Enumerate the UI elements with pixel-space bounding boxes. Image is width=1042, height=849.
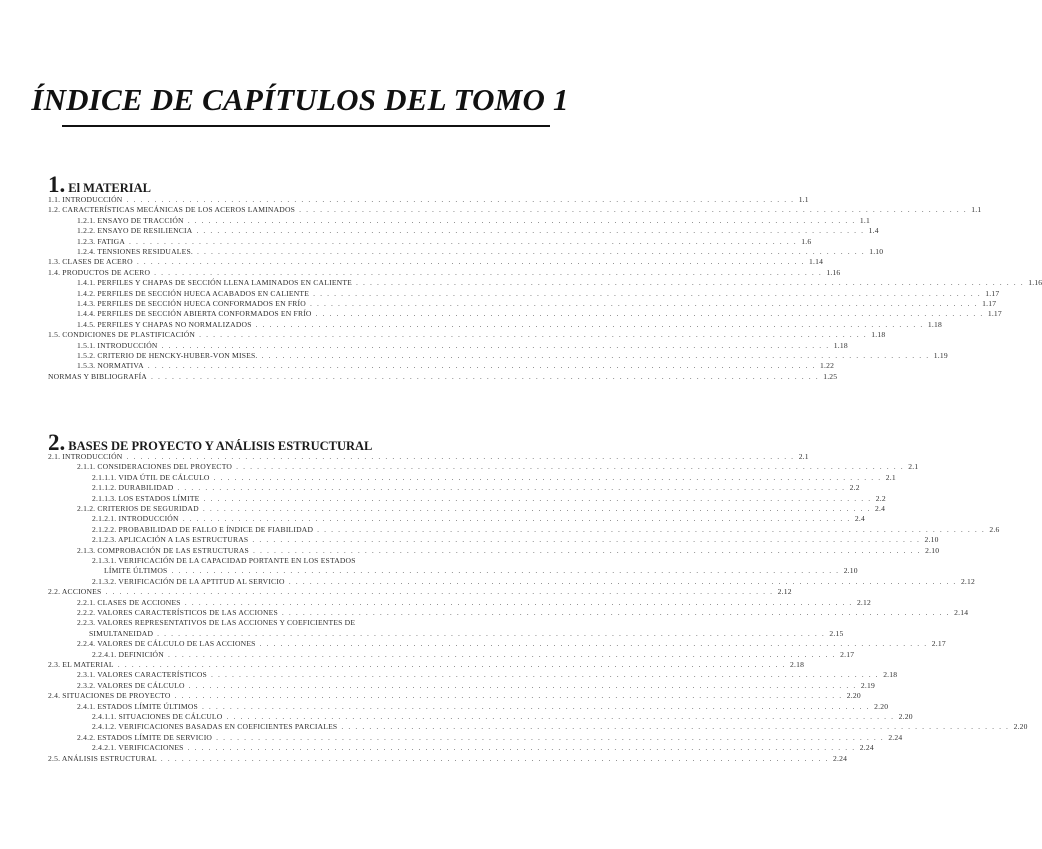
toc-entry[interactable] (77, 462, 919, 472)
toc-page-number: 2.19 (860, 680, 875, 690)
toc-entry[interactable] (92, 514, 865, 524)
toc-entry-label: 2.4.2.1. VERIFICACIONES (92, 743, 184, 753)
toc-entry[interactable] (77, 732, 903, 743)
toc-entry[interactable] (92, 472, 896, 483)
toc-page-number: 1.10 (869, 247, 884, 256)
toc-entry-label: SIMULTANEIDAD (89, 628, 154, 638)
dot-leader: . . . . . . . . . . . . . . . . . . . . . . . . . . . . . . . . . . . . . . . . . . . . . . . . . . . . . . . . . . . . . . . . . . . . . . . . . . . . . . . . . . . . . . . . . . . . . . . . (213, 472, 882, 482)
dot-leader: . . . . . . . . . . . . . . . . . . . . . . . . . . . . . . . . . . . . . . . . . . . . . . . . . . . . . . . . . . . . . . . . . . . . . . . . . . . . . . . . . . . . . . . . . . . . . . . . (182, 514, 851, 524)
toc-page-number: 2.10 (925, 545, 940, 555)
toc-entry[interactable] (92, 576, 976, 587)
toc-entry-label: 1.4.1. PERFILES Y CHAPAS DE SECCIÓN LLENA LAMINADOS EN CALIENTE (77, 278, 353, 288)
toc-entry[interactable] (77, 309, 1002, 319)
toc-entry-label: 2.1.2.3. APLICACIÓN A LAS ESTRUCTURAS (92, 535, 249, 545)
toc-page-number: 2.1 (885, 472, 896, 482)
dot-leader: . . . . . . . . . . . . . . . . . . . . . . . . . . . . . . . . . . . . . . . . . . . . . . . . . . . . . . . . . . . . . . . . . . . . . . . . . . . . . . . . . . . . . . . . . . . . . . . . (174, 691, 843, 701)
toc-entry-label: 2.1.1.3. LOS ESTADOS LÍMITE (92, 493, 200, 503)
toc-page-number: 2.4 (854, 514, 865, 524)
dot-leader: . . . . . . . . . . . . . . . . . . . . . . . . . . . . . . . . . . . . . . . . . . . . . . . . . . . . . . . . . . . . . . . . . . . . . . . . . . . . . . . . . . . . . . . . . . . . . . . . (171, 566, 840, 576)
dot-leader: . . . . . . . . . . . . . . . . . . . . . . . . . . . . . . . . . . . . . . . . . . . . . . . . . . . . . . . . . . . . . . . . . . . . . . . . . . . . . . . . . . . . . . . . . . . . . . . . (236, 462, 905, 472)
toc-entry[interactable] (77, 288, 1000, 299)
toc-entry[interactable] (92, 722, 1028, 732)
toc-entry[interactable] (77, 670, 898, 680)
toc-entry-label: 2.1.2.1. INTRODUCCIÓN (92, 514, 179, 524)
dot-leader: . . . . . . . . . . . . . . . . . . . . . . . . . . . . . . . . . . . . . . . . . . . . . . . . . . . . . . . . . . . . . . . . . . . . . . . . . . . . . . . . . . . . . . . . . . . . . . . . (188, 680, 857, 690)
toc-entry[interactable] (104, 566, 858, 576)
dot-leader: . . . . . . . . . . . . . . . . . . . . . . . . . . . . . . . . . . . . . . . . . . . . . . . . . . . . . . . . . . . . . . . . . . . . . . . . . . . . . . . . . . . . . . . . . . . . . . . . (187, 743, 856, 753)
toc-entry[interactable] (48, 195, 809, 205)
toc-page-number: 1.17 (982, 299, 997, 308)
toc-page-number: 1.25 (823, 371, 838, 381)
title-divider (62, 125, 550, 127)
toc-entry-label: 2.2.1. CLASES DE ACCIONES (77, 597, 181, 607)
dot-leader: . . . . . . . . . . . . . . . . . . . . . . . . . . . . . . . . . . . . . . . . . . . . . . . . . . . . . . . . . . . . . . . . . . . . . . . . . . . . . . . . . . . . . . . . . . . . . . . . (226, 712, 895, 721)
toc-entry[interactable] (48, 660, 805, 670)
dot-leader: . . . . . . . . . . . . . . . . . . . . . . . . . . . . . . . . . . . . . . . . . . . . . . . . . . . . . . . . . . . . . . . . . . . . . . . . . . . . . . . . . . . . . . . . . . . . . . . . (136, 257, 806, 267)
toc-entry-label: 2.1.1.1. VIDA ÚTIL DE CÁLCULO (92, 472, 210, 482)
chapter-title: El MATERIAL (68, 181, 152, 195)
toc-entry-label: 1.5.3. NORMATIVA (77, 361, 144, 371)
toc-entry-label: 2.1.3. COMPROBACIÓN DE LAS ESTRUCTURAS (77, 545, 249, 555)
dot-leader: . . . . . . . . . . . . . . . . . . . . . . . . . . . . . . . . . . . . . . . . . . . . . . . . . . . . . . . . . . . . . . . . . . . . . . . . . . . . . . . . . . . . . . . . . . . . . . . . (154, 267, 823, 277)
dot-leader: . . . . . . . . . . . . . . . . . . . . . . . . . . . . . . . . . . . . . . . . . . . . . . . . . . . . . . . . . . . . . . . . . . . . . . . . . . . . . . . . . . . . . . . . . . . . . . . . (210, 670, 880, 680)
toc-entry-label: 2.1.1. CONSIDERACIONES DEL PROYECTO (77, 462, 233, 472)
toc-page-number: 1.18 (833, 340, 848, 350)
toc-page-number: 1.18 (871, 330, 886, 340)
toc-entry-label: 2.3. EL MATERIAL (48, 660, 114, 669)
toc-entry-label: 1.1. INTRODUCCIÓN (48, 195, 123, 204)
toc-entry-label: 2.3.2. VALORES DE CÁLCULO (77, 680, 185, 690)
toc-entry-label: 2.2.4. VALORES DE CÁLCULO DE LAS ACCIONES (77, 639, 256, 649)
toc-page-number: 1.17 (987, 309, 1002, 319)
toc-entry-label: 2.1.3.1. VERIFICACIÓN DE LA CAPACIDAD PORTANTE EN LOS ESTADOS (92, 556, 356, 565)
toc-page-number: 1.16 (1028, 278, 1042, 288)
toc-page-number: 1.4 (868, 226, 879, 236)
toc-entry-label: 1.2.3. FATIGA (77, 236, 126, 246)
toc-page-number: 1.1 (798, 195, 809, 204)
toc-page-number: 1.16 (826, 267, 841, 277)
toc-page-number: 2.12 (960, 576, 976, 586)
dot-leader: . . . . . . . . . . . . . . . . . . . . . . . . . . . . . . . . . . . . . . . . . . . . . . . . . . . . . . . . . . . . . . . . . . . . . . . . . . . . . . . . . . . . . . . . . . . . . . . . (151, 371, 820, 381)
toc-entry-label: 1.3. CLASES DE ACERO (48, 257, 133, 267)
toc-entry[interactable] (77, 597, 872, 608)
dot-leader: . . . . . . . . . . . . . . . . . . . . . . . . . . . . . . . . . . . . . . . . . . . . . . . . . . . . . . . . . . . . . . . . . . . . . . . . . . . . . . . . . . . . . . . . . . . . . . . . (105, 587, 774, 597)
toc-page-number: 1.22 (819, 361, 835, 371)
dot-leader: . . . . . . . . . . . . . . . . . . . . . . . . . . . . . . . . . . . . . . . . . . . . . . . . . . . . . . . . . . . . . . . . . . . . . . . . . . . . . . . . . . . . . . . . . . . . . . . . (187, 215, 856, 225)
toc-entry[interactable] (77, 608, 969, 618)
dot-leader: . . . . . . . . . . . . . . . . . . . . . . . . . . . . . . . . . . . . . . . . . . . . . . . . . . . . . . . . . . . . . . . . . . . . . . . . . . . . . . . . . . . . . . . . . . . . . . . . (161, 340, 830, 350)
toc-entry-label: 2.4. SITUACIONES DE PROYECTO (48, 691, 171, 701)
toc-entry-label: 1.5.2. CRITERIO DE HENCKY-HUBER-VON MISES. (77, 351, 258, 360)
toc-entry-label: 1.4.3. PERFILES DE SECCIÓN HUECA CONFORMADOS EN FRÍO (77, 299, 306, 308)
toc-entry-label: 1.5.1. INTRODUCCIÓN (77, 340, 158, 350)
dot-leader: . . . . . . . . . . . . . . . . . . . . . . . . . . . . . . . . . . . . . . . . . . . . . . . . . . . . . . . . . . . . . . . . . . . . . . . . . . . . . . . . . . . . . . . . . . . . . . . . (252, 545, 922, 555)
toc-entry-label: LÍMITE ÚLTIMOS (104, 566, 168, 576)
toc-entry-label: 2.4.2. ESTADOS LÍMITE DE SERVICIO (77, 732, 213, 742)
dot-leader: . . . . . . . . . . . . . . . . . . . . . . . . . . . . . . . . . . . . . . . . . . . . . . . . . . . . . . . . . . . . . . . . . . . . . . . . . . . . . . . . . . . . . . . . . . . . . . . . (202, 504, 872, 513)
toc-page-number: 1.17 (985, 288, 1000, 298)
dot-leader: . . . . . . . . . . . . . . . . . . . . . . . . . . . . . . . . . . . . . . . . . . . . . . . . . . . . . . . . . . . . . . . . . . . . . . . . . . . . . . . . . . . . . . . . . . . . . . . . (288, 576, 957, 586)
toc-entry[interactable] (48, 691, 861, 701)
toc-entry-label: 2.2.3. VALORES REPRESENTATIVOS DE LAS ACCIONES Y COEFICIENTES DE (77, 618, 356, 628)
toc-page-number: 2.14 (954, 608, 969, 617)
dot-leader: . . . . . . . . . . . . . . . . . . . . . . . . . . . . . . . . . . . . . . . . . . . . . . . . . . . . . . . . . . . . . . . . . . . . . . . . . . . . . . . . . . . . . . . . . . . . . . . . (126, 195, 795, 204)
toc-entry-label: 1.4.2. PERFILES DE SECCIÓN HUECA ACABADOS EN CALIENTE (77, 288, 310, 298)
toc-entry-label: 2.1.3.2. VERIFICACIÓN DE LA APTITUD AL SERVICIO (92, 576, 285, 586)
toc-page-number: 1.1 (971, 205, 982, 215)
toc-entry-label: 1.4. PRODUCTOS DE ACERO (48, 267, 151, 277)
dot-leader: . . . . . . . . . . . . . . . . . . . . . . . . . . . . . . . . . . . . . . . . . . . . . . . . . . . . . . . . . . . . . . . . . . . . . . . . . . . . . . . . . . . . . . . . . . . . . . . . (261, 351, 930, 360)
dot-leader: . . . . . . . . . . . . . . . . . . . . . . . . . . . . . . . . . . . . . . . . . . . . . . . . . . . . . . . . . . . . . . . . . . . . . . . . . . . . . . . . . . . . . . . . . . . . . . . . (129, 236, 798, 246)
dot-leader: . . . . . . . . . . . . . . . . . . . . . . . . . . . . . . . . . . . . . . . . . . . . . . . . . . . . . . . . . . . . . . . . . . . . . . . . . . . . . . . . . . . . . . . . . . . . . . . . (126, 452, 795, 461)
dot-leader: . . . . . . . . . . . . . . . . . . . . . . . . . . . . . . . . . . . . . . . . . . . . . . . . . . . . . . . . . . . . . . . . . . . . . . . . . . . . . . . . . . . . . . . . . . . . . . . . (252, 535, 921, 545)
toc-entry-label: 2.1.2.2. PROBABILIDAD DE FALLO E ÍNDICE DE FIABILIDAD (92, 524, 314, 534)
toc-entry[interactable] (92, 483, 860, 493)
dot-leader: . . . . . . . . . . . . . . . . . . . . . . . . . . . . . . . . . . . . . . . . . . . . . . . . . . . . . . . . . . . . . . . . . . . . . . . . . . . . . . . . . . . . . . . . . . . . . . . . (196, 226, 865, 236)
toc-page-number: 2.6 (989, 524, 1000, 534)
toc-entry[interactable] (92, 743, 874, 753)
toc-page-number: 2.4 (875, 504, 886, 513)
toc-page-number: 2.18 (883, 670, 898, 680)
toc-entry[interactable] (89, 628, 844, 639)
toc-entry[interactable] (77, 278, 1042, 288)
toc-entry[interactable] (92, 535, 939, 545)
toc-page-number: 2.20 (846, 691, 861, 701)
toc-entry[interactable] (92, 649, 855, 660)
toc-entry[interactable] (77, 701, 889, 712)
dot-leader: . . . . . . . . . . . . . . . . . . . . . . . . . . . . . . . . . . . . . . . . . . . . . . . . . . . . . . . . . . . . . . . . . . . . . . . . . . . . . . . . . . . . . . . . . . . . . . . . (160, 753, 829, 763)
toc-entry[interactable] (77, 215, 870, 226)
toc-entry-label: 2.4.1. ESTADOS LÍMITE ÚLTIMOS (77, 701, 198, 711)
toc-entry[interactable] (48, 753, 848, 764)
toc-entry[interactable] (77, 545, 940, 556)
toc-page-number: 2.17 (840, 649, 855, 659)
toc-entry-label: 2.3.1. VALORES CARACTERÍSTICOS (77, 670, 207, 680)
toc-entry[interactable] (77, 680, 875, 691)
toc-page-number: 2.24 (859, 743, 874, 753)
dot-leader: . . . . . . . . . . . . . . . . . . . . . . . . . . . . . . . . . . . . . . . . . . . . . . . . . . . . . . . . . . . . . . . . . . . . . . . . . . . . . . . . . . . . . . . . . . . . . . . . (356, 278, 1025, 288)
chapter-number: 2. (48, 430, 66, 455)
toc-entry-label: 1.2.4. TENSIONES RESIDUALES. (77, 247, 193, 256)
toc-entry-label: 2.2. ACCIONES (48, 587, 102, 597)
toc-page-number: 2.12 (777, 587, 792, 597)
dot-leader: . . . . . . . . . . . . . . . . . . . . . . . . . . . . . . . . . . . . . . . . . . . . . . . . . . . . . . . . . . . . . . . . . . . . . . . . . . . . . . . . . . . . . . . . . . . . . . . . (216, 732, 885, 742)
dot-leader: . . . . . . . . . . . . . . . . . . . . . . . . . . . . . . . . . . . . . . . . . . . . . . . . . . . . . . . . . . . . . . . . . . . . . . . . . . . . . . . . . . . . . . . . . . . . . . . . (167, 649, 837, 659)
toc-page-number: 1.14 (809, 257, 824, 267)
toc-entry-label: NORMAS Y BIBLIOGRAFÍA (48, 371, 147, 381)
toc-page-number: 2.1 (908, 462, 919, 472)
toc-entry[interactable] (92, 524, 1000, 535)
toc-entry-label: 2.1.1.2. DURABILIDAD (92, 483, 174, 493)
toc-entry-label: 2.4.1.2. VERIFICACIONES BASADAS EN COEFICIENTES PARCIALES (92, 722, 338, 732)
toc-page-number: 2.2 (875, 493, 886, 503)
toc-page-number: 2.20 (898, 712, 913, 721)
dot-leader: . . . . . . . . . . . . . . . . . . . . . . . . . . . . . . . . . . . . . . . . . . . . . . . . . . . . . . . . . . . . . . . . . . . . . . . . . . . . . . . . . . . . . . . . . . . . . . . . (201, 701, 871, 711)
toc-page-number: 2.15 (829, 628, 844, 638)
toc-entry[interactable] (48, 257, 824, 267)
chapter-title: BASES DE PROYECTO Y ANÁLISIS ESTRUCTURAL (68, 439, 373, 453)
dot-leader: . . . . . . . . . . . . . . . . . . . . . . . . . . . . . . . . . . . . . . . . . . . . . . . . . . . . . . . . . . . . . . . . . . . . . . . . . . . . . . . . . . . . . . . . . . . . . . . . (299, 205, 968, 215)
toc-page-number: 2.17 (931, 639, 946, 649)
toc-entry[interactable] (77, 639, 946, 649)
dot-leader: . . . . . . . . . . . . . . . . . . . . . . . . . . . . . . . . . . . . . . . . . . . . . . . . . . . . . . . . . . . . . . . . . . . . . . . . . . . . . . . . . . . . . . . . . . . . . . . . (341, 722, 1010, 732)
toc-entry[interactable] (77, 504, 886, 514)
toc-entry[interactable] (92, 712, 913, 722)
toc-entry[interactable] (48, 371, 838, 382)
toc-entry-label: 1.2. CARACTERÍSTICAS MECÁNICAS DE LOS ACEROS LAMINADOS (48, 205, 296, 215)
toc-entry-label: 2.1. INTRODUCCIÓN (48, 452, 123, 461)
toc-entry[interactable] (77, 340, 848, 351)
toc-entry[interactable] (48, 267, 841, 278)
toc-page-number: 2.20 (874, 701, 889, 711)
dot-leader: . . . . . . . . . . . . . . . . . . . . . . . . . . . . . . . . . . . . . . . . . . . . . . . . . . . . . . . . . . . . . . . . . . . . . . . . . . . . . . . . . . . . . . . . . . . . . . . . (317, 524, 986, 534)
dot-leader: . . . . . . . . . . . . . . . . . . . . . . . . . . . . . . . . . . . . . . . . . . . . . . . . . . . . . . . . . . . . . . . . . . . . . . . . . . . . . . . . . . . . . . . . . . . . . . . . (117, 660, 786, 669)
toc-page-number: 1.19 (933, 351, 948, 360)
toc-page-number: 2.18 (789, 660, 805, 669)
toc-entry-label: 2.5. ANÁLISIS ESTRUCTURAL (48, 753, 157, 763)
dot-leader: . . . . . . . . . . . . . . . . . . . . . . . . . . . . . . . . . . . . . . . . . . . . . . . . . . . . . . . . . . . . . . . . . . . . . . . . . . . . . . . . . . . . . . . . . . . . . . . . (203, 493, 872, 503)
toc-entry-label: 2.1.2. CRITERIOS DE SEGURIDAD (77, 504, 199, 513)
toc-entry-label: 2.4.1.1. SITUACIONES DE CÁLCULO (92, 712, 223, 721)
toc-entry[interactable] (48, 587, 792, 597)
toc-page-number: 2.10 (843, 566, 858, 576)
toc-page-number: 2.12 (856, 597, 872, 607)
toc-page-number: 2.24 (888, 732, 903, 742)
dot-leader: . . . . . . . . . . . . . . . . . . . . . . . . . . . . . . . . . . . . . . . . . . . . . . . . . . . . . . . . . . . . . . . . . . . . . . . . . . . . . . . . . . . . . . . . . . . . . . . . (315, 309, 984, 319)
dot-leader: . . . . . . . . . . . . . . . . . . . . . . . . . . . . . . . . . . . . . . . . . . . . . . . . . . . . . . . . . . . . . . . . . . . . . . . . . . . . . . . . . . . . . . . . . . . . . . . . (255, 319, 924, 329)
toc-entry-label: 1.2.2. ENSAYO DE RESILIENCIA (77, 226, 193, 236)
toc-entry[interactable] (77, 299, 997, 309)
toc-entry[interactable] (77, 319, 942, 330)
dot-leader: . . . . . . . . . . . . . . . . . . . . . . . . . . . . . . . . . . . . . . . . . . . . . . . . . . . . . . . . . . . . . . . . . . . . . . . . . . . . . . . . . . . . . . . . . . . . . . . . (259, 639, 928, 649)
toc-entry-label: 1.4.4. PERFILES DE SECCIÓN ABIERTA CONFORMADOS EN FRÍO (77, 309, 312, 319)
toc-entry[interactable] (48, 205, 982, 215)
dot-leader: . . . . . . . . . . . . . . . . . . . . . . . . . . . . . . . . . . . . . . . . . . . . . . . . . . . . . . . . . . . . . . . . . . . . . . . . . . . . . . . . . . . . . . . . . . . . . . . . (199, 330, 868, 340)
page-title: ÍNDICE DE CAPÍTULOS DEL TOMO 1 (31, 82, 569, 117)
toc-page-number: 2.2 (849, 483, 860, 493)
toc-page-number: 1.1 (859, 215, 870, 225)
toc-entry[interactable] (77, 247, 884, 257)
toc-page-number: 2.1 (798, 452, 809, 461)
toc-entry[interactable] (77, 236, 812, 247)
toc-entry-label: 1.2.1. ENSAYO DE TRACCIÓN (77, 215, 184, 225)
toc-entry[interactable] (92, 493, 886, 504)
toc-entry-label: 2.2.4.1. DEFINICIÓN (92, 649, 164, 659)
toc-entry[interactable] (77, 361, 835, 371)
dot-leader: . . . . . . . . . . . . . . . . . . . . . . . . . . . . . . . . . . . . . . . . . . . . . . . . . . . . . . . . . . . . . . . . . . . . . . . . . . . . . . . . . . . . . . . . . . . . . . . . (313, 288, 982, 298)
toc-page-number: 2.10 (924, 535, 939, 545)
toc-page-number: 1.6 (801, 236, 812, 246)
toc-page-number: 2.24 (833, 753, 848, 763)
toc-entry[interactable] (48, 330, 886, 340)
chapter-number: 1. (48, 172, 66, 197)
toc-page-number: 1.18 (927, 319, 942, 329)
toc-page-number: 2.20 (1013, 722, 1028, 732)
dot-leader: . . . . . . . . . . . . . . . . . . . . . . . . . . . . . . . . . . . . . . . . . . . . . . . . . . . . . . . . . . . . . . . . . . . . . . . . . . . . . . . . . . . . . . . . . . . . . . . . (147, 361, 816, 371)
dot-leader: . . . . . . . . . . . . . . . . . . . . . . . . . . . . . . . . . . . . . . . . . . . . . . . . . . . . . . . . . . . . . . . . . . . . . . . . . . . . . . . . . . . . . . . . . . . . . . . . (157, 628, 826, 638)
dot-leader: . . . . . . . . . . . . . . . . . . . . . . . . . . . . . . . . . . . . . . . . . . . . . . . . . . . . . . . . . . . . . . . . . . . . . . . . . . . . . . . . . . . . . . . . . . . . . . . . (184, 597, 853, 607)
toc-entry[interactable] (77, 226, 879, 236)
toc-entry-label: 2.2.2. VALORES CARACTERÍSTICOS DE LAS ACCIONES (77, 608, 278, 617)
toc-entry-label: 1.5. CONDICIONES DE PLASTIFICACIÓN (48, 330, 196, 340)
toc-entry-label: 1.4.5. PERFILES Y CHAPAS NO NORMALIZADOS (77, 319, 252, 329)
toc-entry[interactable] (48, 452, 809, 462)
toc-entry[interactable] (77, 351, 948, 361)
dot-leader: . . . . . . . . . . . . . . . . . . . . . . . . . . . . . . . . . . . . . . . . . . . . . . . . . . . . . . . . . . . . . . . . . . . . . . . . . . . . . . . . . . . . . . . . . . . . . . . . (177, 483, 846, 493)
dot-leader: . . . . . . . . . . . . . . . . . . . . . . . . . . . . . . . . . . . . . . . . . . . . . . . . . . . . . . . . . . . . . . . . . . . . . . . . . . . . . . . . . . . . . . . . . . . . . . . . (197, 247, 866, 256)
dot-leader: . . . . . . . . . . . . . . . . . . . . . . . . . . . . . . . . . . . . . . . . . . . . . . . . . . . . . . . . . . . . . . . . . . . . . . . . . . . . . . . . . . . . . . . . . . . . . . . . (281, 608, 951, 617)
dot-leader: . . . . . . . . . . . . . . . . . . . . . . . . . . . . . . . . . . . . . . . . . . . . . . . . . . . . . . . . . . . . . . . . . . . . . . . . . . . . . . . . . . . . . . . . . . . . . . . . (309, 299, 979, 308)
